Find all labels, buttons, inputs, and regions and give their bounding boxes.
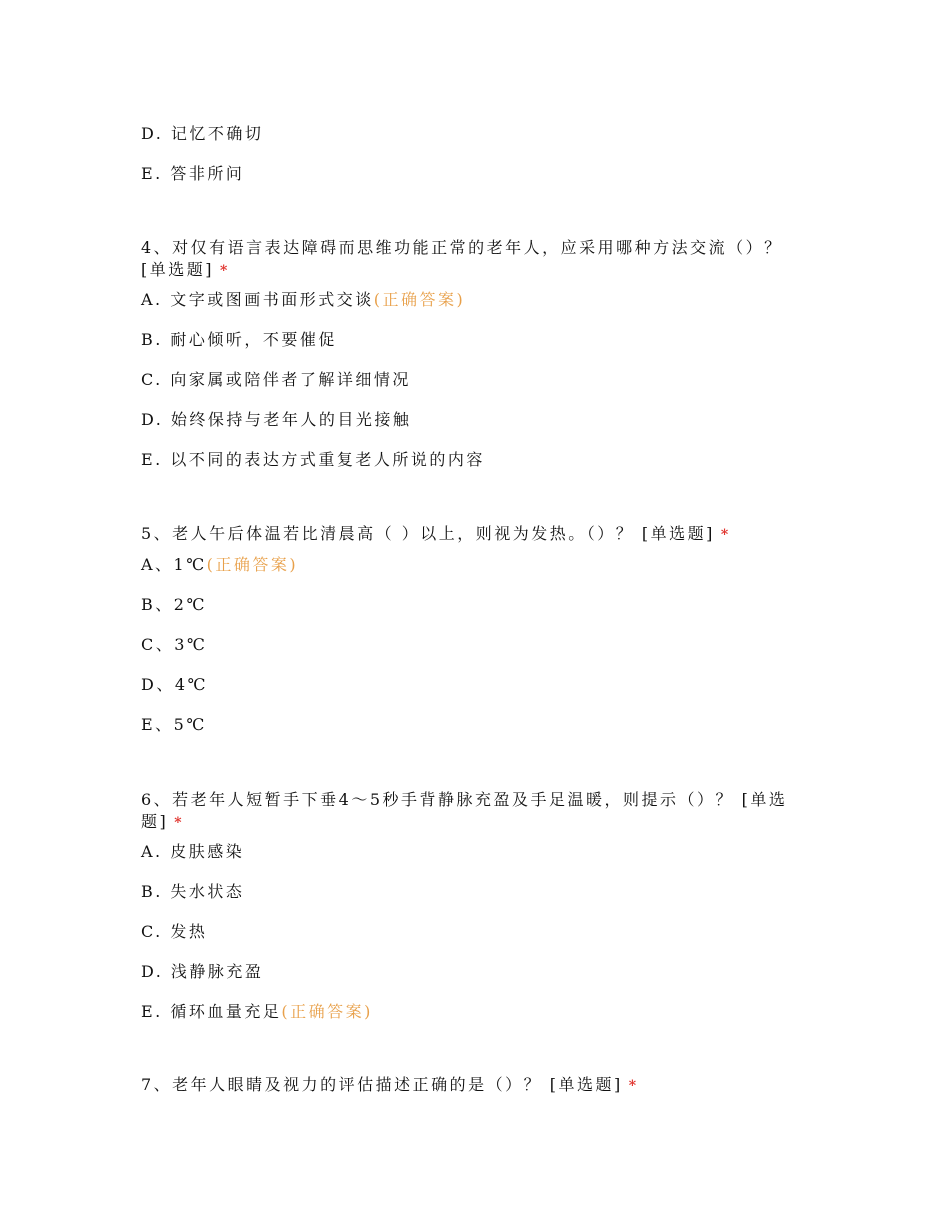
correct-answer-label: (正确答案) [281,1002,373,1021]
required-star: * [720,527,731,543]
option-q5-a: A、1℃(正确答案) [141,555,299,574]
correct-answer-label: (正确答案) [373,290,466,309]
option-q4-a: A. 文字或图画书面形式交谈(正确答案) [141,290,466,309]
required-star: * [220,263,230,279]
question-5: 5、老人午后体温若比清晨高（ ）以上，则视为发热。（）？ [单选题] * [141,524,731,543]
correct-answer-label: (正确答案) [206,555,299,574]
option-q6-a: A. 皮肤感染 [141,842,245,861]
option-q6-d: D. 浅静脉充盈 [141,962,264,981]
option-q6-e: E. 循环血量充足(正确答案) [141,1002,373,1021]
question-7: 7、老年人眼睛及视力的评估描述正确的是（）？ [单选题] * [141,1075,639,1094]
option-q4-e: E. 以不同的表达方式重复老人所说的内容 [141,450,485,469]
option-q6-c: C. 发热 [141,922,208,941]
question-4: 4、对仅有语言表达障碍而思维功能正常的老年人，应采用哪种方法交流（）？ [单选题] * [141,238,783,279]
option-q5-c: C、3℃ [141,635,208,654]
question-6: 6、若老年人短暂手下垂4～5秒手背静脉充盈及手足温暖，则提示（）？ [单选题] * [141,790,788,831]
option-q5-d: D、4℃ [141,675,208,694]
option-q4-b: B. 耐心倾听，不要催促 [141,330,337,349]
required-star: * [628,1078,639,1094]
option-q6-b: B. 失水状态 [141,882,245,901]
option-q5-e: E、5℃ [141,715,207,734]
required-star: * [174,815,185,831]
option-q3-e: E. 答非所问 [141,164,245,183]
option-q5-b: B、2℃ [141,595,207,614]
option-q4-d: D. 始终保持与老年人的目光接触 [141,410,412,429]
option-q3-d: D. 记忆不确切 [141,124,264,143]
option-q4-c: C. 向家属或陪伴者了解详细情况 [141,370,411,389]
